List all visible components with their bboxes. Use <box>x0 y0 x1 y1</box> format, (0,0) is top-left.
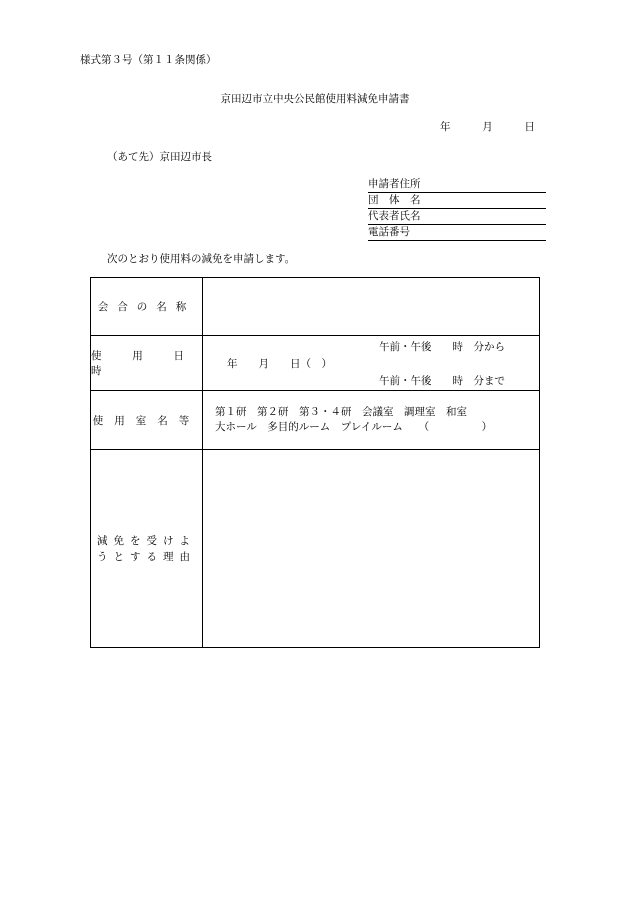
reason-row <box>91 450 540 648</box>
applicant-address-field[interactable] <box>368 177 546 193</box>
date-day: 日 <box>524 121 535 133</box>
reason-label-cell <box>91 450 203 648</box>
group-name-field[interactable] <box>368 193 546 209</box>
usage-datetime-label-cell <box>91 336 203 391</box>
meeting-name-value-cell[interactable] <box>203 278 540 336</box>
date-line <box>440 119 535 134</box>
meeting-name-label-cell <box>91 278 203 336</box>
usage-date: 年 月 日（ ） <box>227 358 332 370</box>
reason-label-line2: うとする理由 <box>97 550 196 563</box>
room-label: 使用室名等 <box>92 414 201 427</box>
reason-value-cell[interactable] <box>203 450 540 648</box>
usage-datetime-label: 使用日時 <box>91 350 202 377</box>
meeting-name-row <box>91 278 540 336</box>
usage-datetime-row <box>91 336 540 391</box>
room-value-cell[interactable] <box>203 391 540 450</box>
application-table <box>90 277 540 648</box>
date-year: 年 <box>440 121 451 133</box>
time-from: 午前・午後 時 分から <box>379 341 505 353</box>
addressee: （あて先）京田辺市長 <box>107 151 212 163</box>
representative-name-field[interactable] <box>368 209 546 225</box>
phone-number-label: 電話番号 <box>368 226 410 238</box>
phone-number-field[interactable] <box>368 225 546 241</box>
meeting-name-label: 会合の名称 <box>97 301 196 313</box>
group-name-label: 団 体 名 <box>368 194 421 206</box>
date-month: 月 <box>482 121 493 133</box>
document-title: 京田辺市立中央公民館使用料減免申請書 <box>220 93 410 105</box>
representative-name-label: 代表者氏名 <box>368 210 421 222</box>
room-label-cell <box>91 391 203 450</box>
room-row <box>91 391 540 450</box>
usage-datetime-value-cell[interactable] <box>203 336 540 391</box>
reason-label-line1: 減免を受けよ <box>97 534 196 547</box>
applicant-block <box>368 177 546 241</box>
room-options-line2: 大ホール 多目的ルーム プレイルーム （ ） <box>215 421 493 433</box>
intro-text: 次のとおり使用料の減免を申請します。 <box>107 253 296 265</box>
room-options-line1: 第１研 第２研 第３・４研 会議室 調理室 和室 <box>215 406 467 418</box>
time-to: 午前・午後 時 分まで <box>379 375 505 387</box>
form-number: 様式第３号（第１１条関係） <box>80 54 217 66</box>
applicant-address-label: 申請者住所 <box>368 178 421 190</box>
